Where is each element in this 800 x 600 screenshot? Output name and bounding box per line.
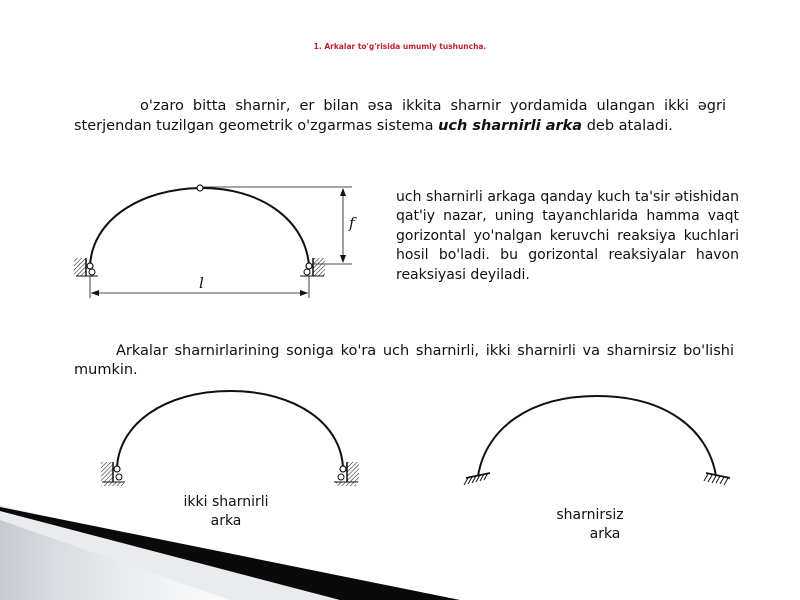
two-hinged-arch-caption bbox=[176, 493, 276, 531]
caption-line: sharnirsiz bbox=[556, 507, 624, 523]
caption-line: ikki sharnirli bbox=[183, 494, 269, 510]
definition-term: uch sharnirli arka bbox=[438, 118, 583, 134]
height-label: f bbox=[349, 214, 355, 232]
span-label: l bbox=[199, 274, 204, 292]
definition-text-end: deb ataladi. bbox=[582, 118, 673, 134]
caption-line: arka bbox=[210, 513, 242, 529]
caption-line: arka bbox=[589, 526, 621, 542]
page-title: 1. Arkalar to'g'risida umumiy tushuncha. bbox=[313, 42, 487, 51]
right-fixed-support bbox=[706, 473, 730, 478]
hingeless-arch-caption bbox=[540, 506, 640, 544]
classification-paragraph: Arkalar sharnirlarining soniga ko'ra uch sharnirli, ikki sharnirli va sharnirsiz bo'lishi mumkin. bbox=[74, 343, 734, 379]
arch-curve bbox=[478, 396, 716, 476]
definition-text-start: o'zaro bitta sharnir, er bilan əsa ikkita sharnir yordamida ulangan ikki əgri sterjendan tuzilgan geometrik o'zgarmas sistema bbox=[74, 98, 726, 134]
reaction-paragraph: uch sharnirli arkaga qanday kuch ta'sir ətishidan qat'iy nazar, uning tayanchlarida hamma vaqt gorizontal yo'nalgan keruvchi reaksiya kuchlari hosil bo'ladi. bu gorizontal reaksiyalar havon reaksiyasi deyiladi. bbox=[396, 189, 739, 283]
